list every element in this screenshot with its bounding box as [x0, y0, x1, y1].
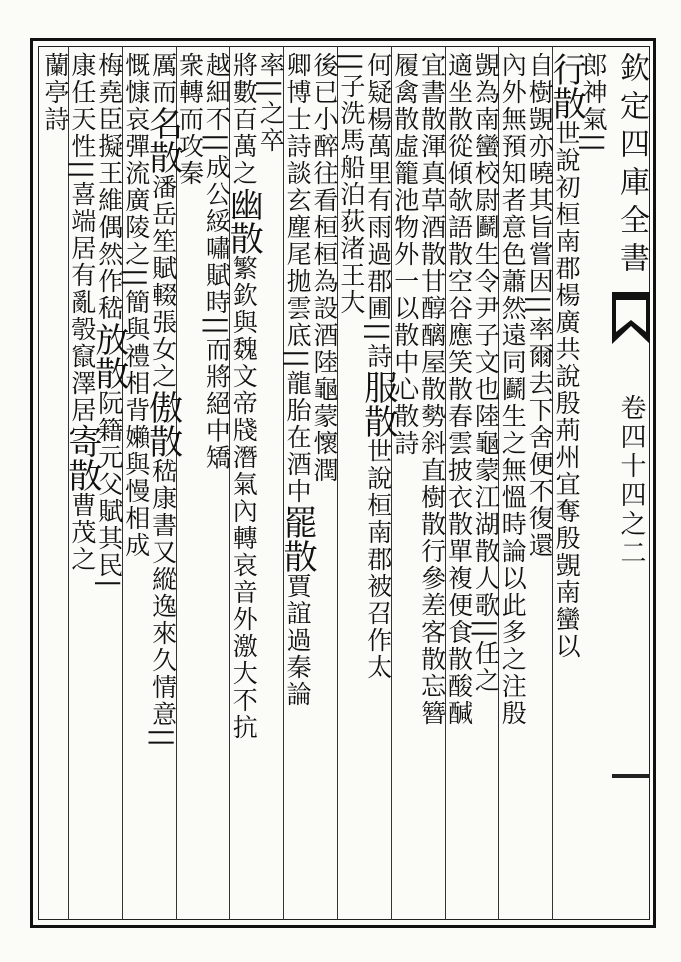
- text-column: [223, 52, 264, 741]
- text-segment: 簡與禮相背嬾與慢相成: [121, 288, 151, 559]
- text-segment: 詩: [390, 430, 420, 457]
- text-segment: 內外無預知者意色蕭然遠同鬬生之無慍時論以此多之注殷: [498, 52, 528, 727]
- text-segment: 世說桓南郡被召作太: [363, 437, 393, 681]
- text-segment: 適坐散從傾欹語散空谷應笑散春雲披衣散單複便食散酸醎: [444, 52, 474, 727]
- entry-heading: 傲散: [142, 390, 183, 458]
- text-column: [203, 52, 230, 472]
- text-segment: 慨慷: [121, 52, 151, 106]
- text-segment: 覬為南蠻校尉鬬生令尹子文也陸龜蒙江湖散人歌||任之: [471, 52, 501, 694]
- entry-heading: 放散: [88, 322, 129, 390]
- text-column: [41, 52, 68, 133]
- text-column: [445, 52, 472, 727]
- text-segment: 嵇康書又縱逸來久情意||: [148, 458, 178, 749]
- text-column: [546, 52, 587, 660]
- text-column: [310, 52, 337, 484]
- text-segment: ||: [336, 52, 366, 73]
- text-segment: 後已小醉往看桓桓為設酒陸龜蒙懷潤: [309, 52, 339, 484]
- text-column: [357, 52, 398, 681]
- text-segment: ||: [578, 133, 608, 154]
- text-column: [525, 52, 555, 559]
- text-column: [122, 52, 149, 559]
- entry-heading: 寄散: [61, 423, 102, 492]
- book-title: 欽定四庫全書: [614, 52, 649, 280]
- text-segment: 世說初桓南郡楊廣共說殷荊州宜奪殷覬南蠻以: [552, 120, 582, 660]
- text-segment: 厲而: [148, 52, 178, 106]
- text-column: [142, 52, 183, 749]
- fishtail-mark-icon: [612, 292, 650, 344]
- text-segment: 何疑楊萬里有雨過郡圃||詩: [363, 52, 393, 370]
- entry-heading: 行散: [546, 52, 587, 120]
- text-segment: 卿博士詩談玄塵尾拋雲底||龍胎在酒中: [283, 52, 313, 505]
- text-segment: 郎神氣: [578, 52, 608, 133]
- text-segment: 蘭亭詩: [40, 52, 70, 133]
- text-segment: 衆轉而攻秦: [175, 52, 205, 187]
- entry-heading: 罷散: [277, 504, 318, 573]
- text-segment: 曹茂之: [67, 491, 97, 573]
- text-column: [256, 52, 286, 154]
- text-segment: 康任天性||喜端居: [67, 52, 97, 262]
- text-segment: 履禽散虛籠池物外一以散中心散: [390, 52, 420, 430]
- text-segment: 繁欽與魏文帝牋潛氣內轉哀音外激大不抗: [229, 255, 259, 741]
- text-column: [88, 52, 129, 590]
- entry-heading: 服散: [357, 369, 398, 438]
- text-segment: 阮籍元父賦其民|: [94, 390, 124, 590]
- text-segment: 宜書散渾真草酒散甘醇醨屋散勢斜直樹散行參差客散忘簪: [417, 52, 447, 727]
- text-column: [418, 52, 445, 727]
- text-column: [61, 52, 102, 573]
- text-segment: 自樹覬亦曉其旨嘗因||率爾去下舍便不復還: [525, 52, 555, 559]
- text-column: [277, 52, 318, 708]
- text-segment: 潘岳笙賦輟張女之: [148, 174, 178, 390]
- entry-heading: 名散: [142, 106, 183, 174]
- band-divider: [612, 774, 650, 778]
- text-segment: 越細不||成公綏嘯賦時||而將絕中矯: [202, 52, 232, 472]
- text-segment: 賈誼過秦論: [283, 572, 313, 708]
- text-segment: 子洗馬船泊荻渚王大: [336, 72, 366, 316]
- text-segment: 哀彈流廣陵之||: [121, 106, 151, 289]
- text-column: [498, 52, 528, 727]
- text-segment: 梅堯臣擬王維偶然作嵇: [94, 52, 124, 322]
- text-column: [472, 52, 499, 694]
- text-segment: 有亂彀竄澤居: [67, 261, 97, 424]
- volume-label: 卷四十四之二: [616, 394, 646, 568]
- text-column: [337, 52, 364, 316]
- entry-heading: 幽散: [223, 187, 264, 255]
- text-segment: 將數百萬之: [229, 52, 259, 187]
- text-segment: 率||之卒: [256, 52, 286, 154]
